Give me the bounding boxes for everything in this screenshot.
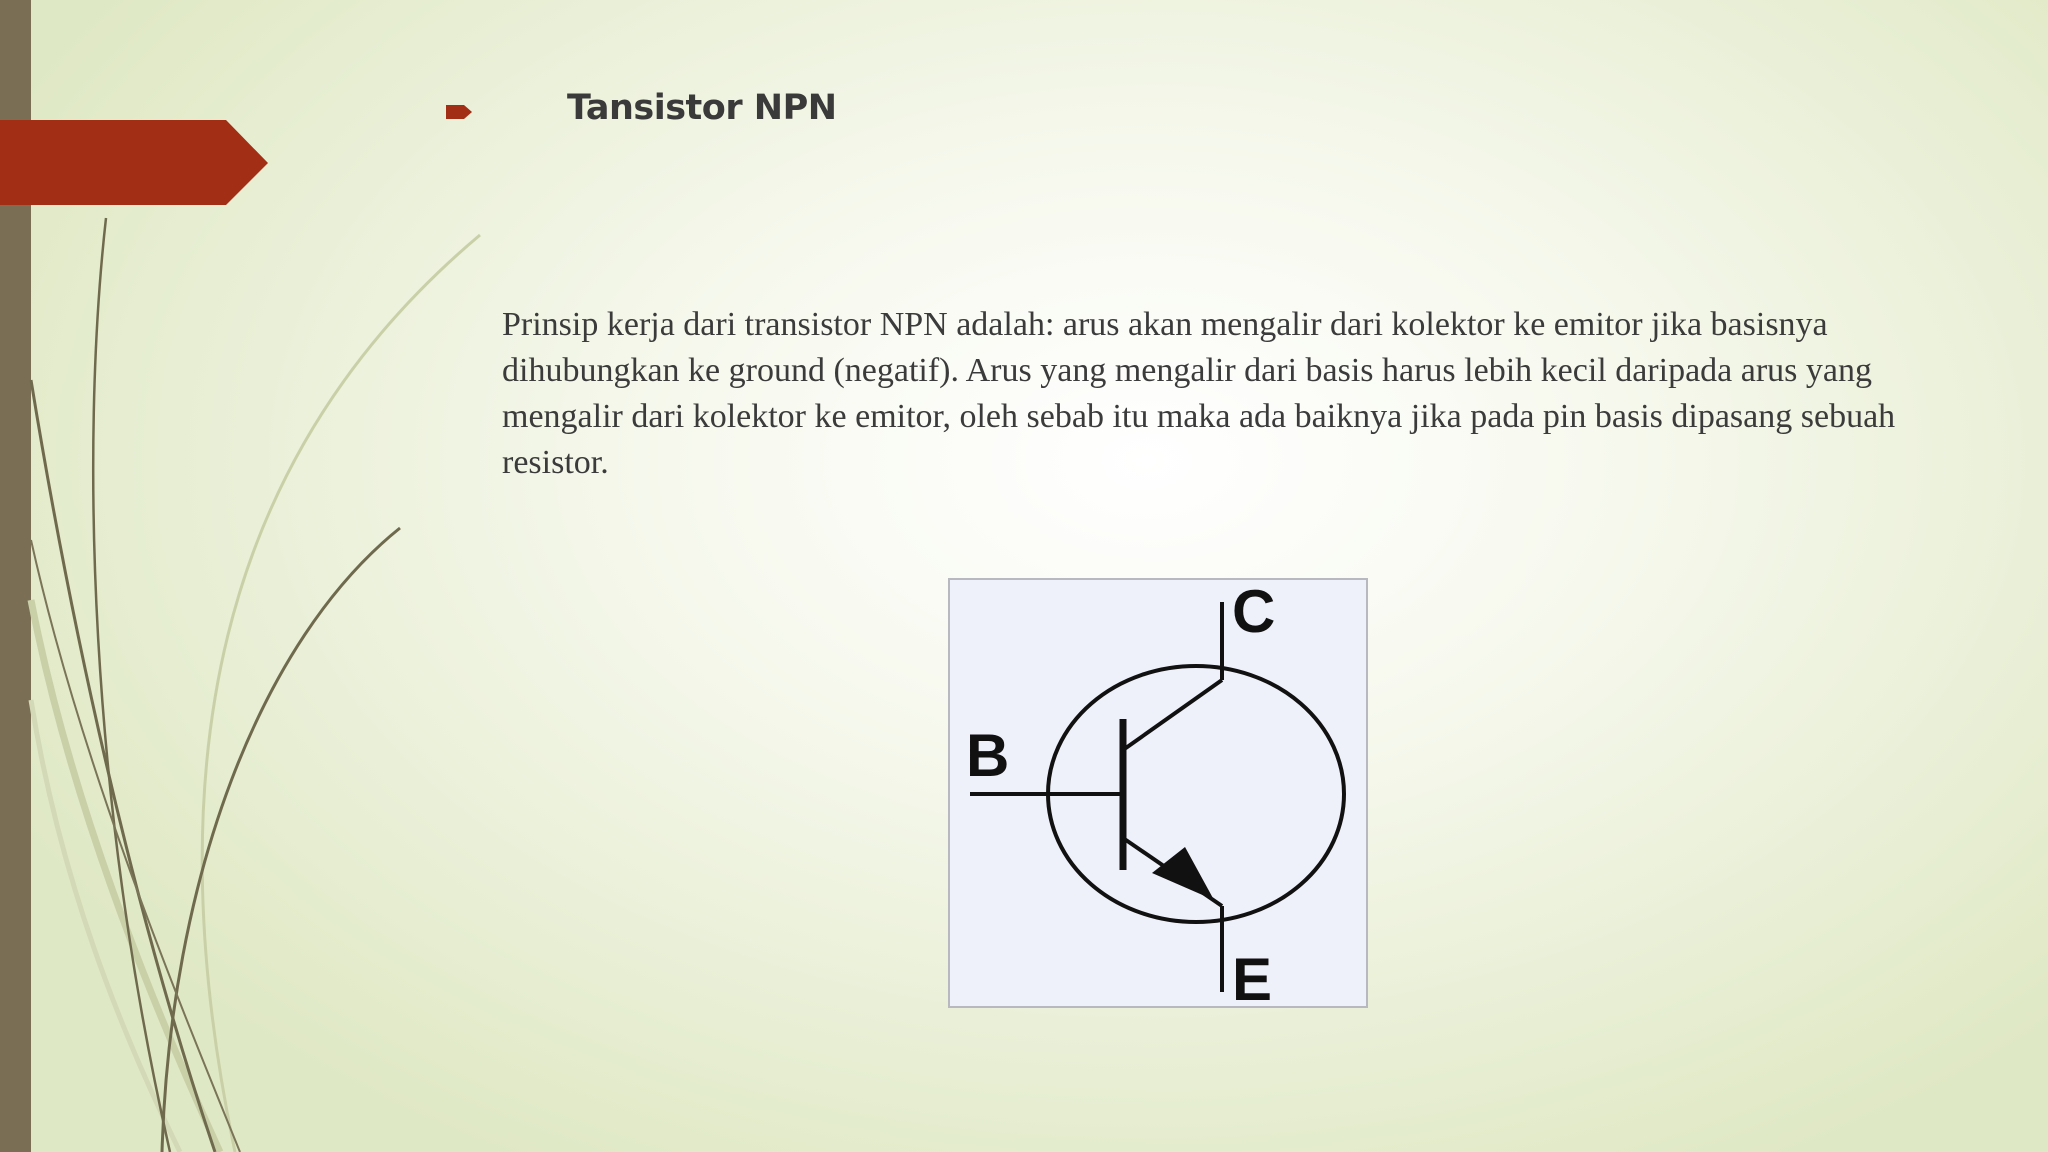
emitter-arrow-icon	[1152, 847, 1214, 900]
curve-light-1	[202, 235, 480, 1152]
base-label: B	[966, 722, 1010, 789]
arrow-bullet-icon	[446, 104, 474, 120]
npn-transistor-diagram	[948, 578, 1368, 1008]
curve-light-2	[31, 600, 220, 1152]
curve-dark-1	[31, 380, 215, 1152]
slide-title: Tansistor NPN	[567, 88, 837, 128]
emitter-label: E	[1232, 946, 1273, 1010]
red-arrow-banner	[0, 120, 268, 205]
collector-diagonal	[1123, 680, 1222, 750]
collector-label: C	[1232, 580, 1276, 645]
body-paragraph: Prinsip kerja dari transistor NPN adalah: arus akan mengalir dari kolektor ke emitor jika basisnya dihubungkan ke ground (negatif). Arus yang mengalir dari basis harus lebih kecil daripada arus yang mengalir dari kolektor ke emitor, oleh sebab itu maka ada baiknya jika pada pin basis dipasang sebuah resistor.	[502, 306, 1896, 481]
curve-light-3	[31, 700, 180, 1152]
curve-dark-3	[162, 528, 400, 1152]
